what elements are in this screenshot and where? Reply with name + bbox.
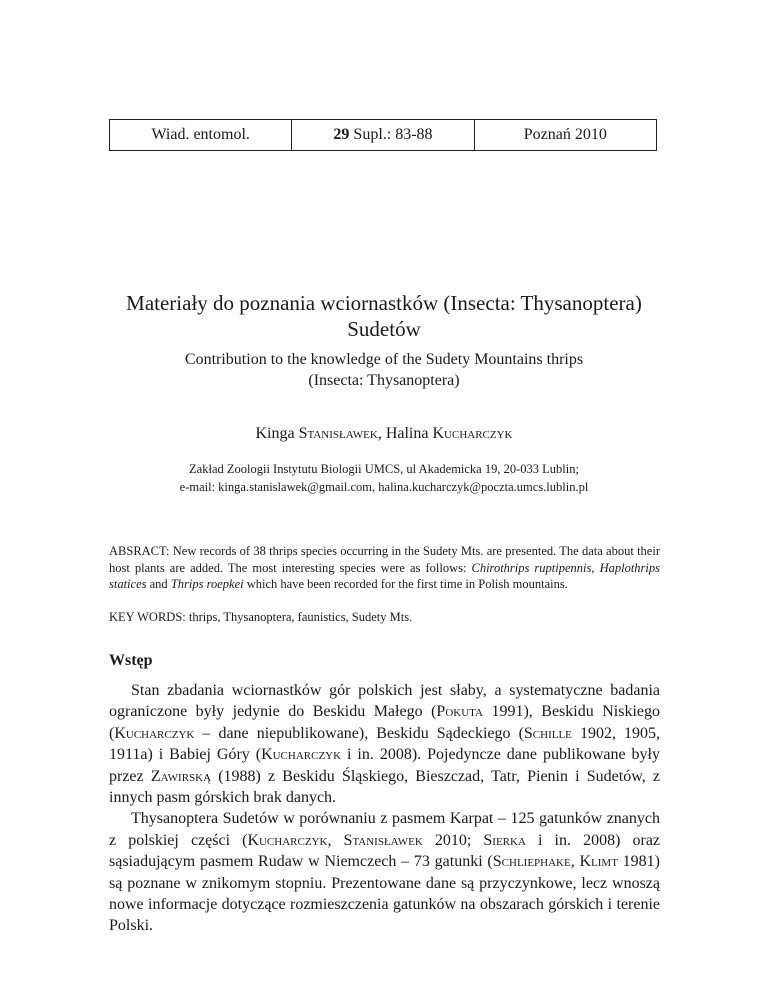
p1-text: – dane niepublikowane), Beskidu Sądeckiego ( xyxy=(194,724,524,742)
p2-text: 2010; xyxy=(422,831,484,849)
journal-volume xyxy=(292,120,474,150)
p1-citation: Kucharczyk xyxy=(114,724,195,742)
p2-citation: Sierka xyxy=(483,831,526,849)
p2-citation: Stanisławek xyxy=(343,831,423,849)
supplement-pages: Supl.: 83-88 xyxy=(353,126,433,143)
volume-number: 29 xyxy=(333,126,350,143)
p2-text: i in. 2008) oraz sąsiadującym pasmem Rudaw w Niemczech – 73 gatunki ( xyxy=(109,831,661,871)
place-year-text: Poznań 2010 xyxy=(523,126,607,143)
abstract-sep-2: and xyxy=(146,577,171,591)
article-title xyxy=(60,290,708,342)
title-line-2: Sudetów xyxy=(347,317,421,341)
species-2: Haplothrips statices xyxy=(109,560,660,591)
journal-header xyxy=(109,119,657,151)
journal-name xyxy=(110,120,292,150)
journal-place-year xyxy=(475,120,656,150)
affiliation-line-1: Zakład Zoologii Instytutu Biologii UMCS, ul Akademicka 19, 20-033 Lublin; xyxy=(189,462,579,476)
p1-text: Stan zbadania wciornastków gór polskich jest słaby, a systematyczne badania ograniczone były jedynie do Beskidu Małego ( xyxy=(109,682,660,721)
author-1-first: Kinga xyxy=(255,425,295,442)
p1-text: 1991), Beskidu Niskiego ( xyxy=(109,703,661,742)
p2-text: , xyxy=(327,831,344,849)
abstract-label: ABSRACT: xyxy=(109,544,170,558)
body-text xyxy=(109,680,660,937)
title-line-1: Materiały do poznania wciornastków (Insecta: Thysanoptera) xyxy=(126,291,642,315)
p1-text: (1988) z Beskidu Śląskiego, Bieszczad, Tatr, Pienin i Sudetów, z innych pasm górskich brak danych. xyxy=(109,767,660,807)
p1-citation: Kucharczyk xyxy=(261,746,342,764)
p2-text: , xyxy=(570,853,580,871)
species-3: Thrips roepkei xyxy=(170,577,244,591)
p2-text: Thysanoptera Sudetów w porównaniu z pasmem Karpat – 125 gatunków znanych z polskiej części ( xyxy=(109,810,660,849)
section-heading: Wstęp xyxy=(109,652,153,669)
keywords-label: KEY WORDS: xyxy=(109,610,186,624)
abstract xyxy=(109,543,660,593)
authors xyxy=(60,425,708,443)
p1-text: i in. 2008). Pojedyncze dane publikowane były przez xyxy=(109,746,660,785)
paragraph-1 xyxy=(109,680,660,808)
p1-text: 1902, 1905, 1911a) i Babiej Góry ( xyxy=(109,724,661,764)
p2-citation: Klimt xyxy=(579,853,618,871)
p2-citation: Schliephake xyxy=(492,853,571,871)
author-1-last: Stanisławek xyxy=(298,425,378,442)
article-subtitle xyxy=(60,349,708,391)
paragraph-2 xyxy=(109,808,660,936)
species-1: Chirothrips ruptipennis xyxy=(471,560,592,575)
affiliation xyxy=(60,460,708,496)
author-2-last: Kucharczyk xyxy=(432,425,513,442)
abstract-text-2: which have been recorded for the first time in Polish mountains. xyxy=(243,577,568,591)
keywords xyxy=(109,609,660,626)
p1-citation: Schille xyxy=(523,724,572,742)
abstract-text-1: New records of 38 thrips species occurring in the Sudety Mts. are presented. The data about their host plants are added. The most interesting species were as follows: xyxy=(109,544,660,575)
p2-text: 1981) są poznane w znikomym stopniu. Prezentowane dane są przyczynkowe, lecz wnoszą nowe informacje dotyczące rozmieszczenia gatunków na obszarach górskich i terenie Polski. xyxy=(109,853,661,935)
p2-citation: Kucharczyk xyxy=(247,831,328,849)
subtitle-line-2: (Insecta: Thysanoptera) xyxy=(308,372,460,389)
affiliation-line-2: e-mail: kinga.stanislawek@gmail.com, halina.kucharczyk@poczta.umcs.lublin.pl xyxy=(179,480,589,494)
abstract-sep-1: , xyxy=(591,560,600,575)
p1-citation: Pokuta xyxy=(436,703,483,721)
journal-name-text: Wiad. entomol. xyxy=(151,126,250,143)
author-separator: , xyxy=(377,425,386,442)
subtitle-line-1: Contribution to the knowledge of the Sudety Mountains thrips xyxy=(184,351,584,368)
author-2-first: Halina xyxy=(385,425,429,442)
p1-citation: Zawirską xyxy=(150,767,212,785)
keywords-text: thrips, Thysanoptera, faunistics, Sudety Mts. xyxy=(185,610,413,624)
